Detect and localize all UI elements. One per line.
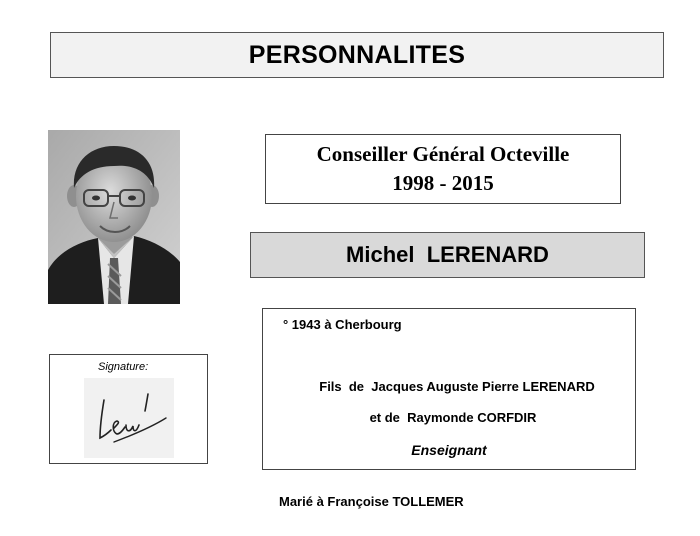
father-info: Fils de Jacques Auguste Pierre LERENARD: [319, 379, 595, 394]
portrait-photo: [48, 130, 180, 304]
occupation: Enseignant: [411, 442, 487, 458]
role-box: [265, 134, 621, 204]
biography-box: [262, 308, 636, 470]
person-name: Michel LERENARD: [250, 232, 645, 278]
signature-image: [84, 378, 174, 458]
page-title: PERSONNALITES: [50, 32, 664, 78]
signature-box: [49, 354, 208, 464]
role-years: 1998 - 2015: [392, 171, 494, 195]
portrait-image: [48, 130, 180, 304]
signature-label: Signature:: [98, 361, 149, 373]
mother-info: et de Raymonde CORFDIR: [369, 410, 537, 425]
handwritten-signature: [84, 378, 174, 458]
role-title: Conseiller Général Octeville: [316, 142, 570, 166]
marriage-info: Marié à Françoise TOLLEMER: [279, 494, 464, 509]
birth-info: ° 1943 à Cherbourg: [283, 317, 402, 332]
